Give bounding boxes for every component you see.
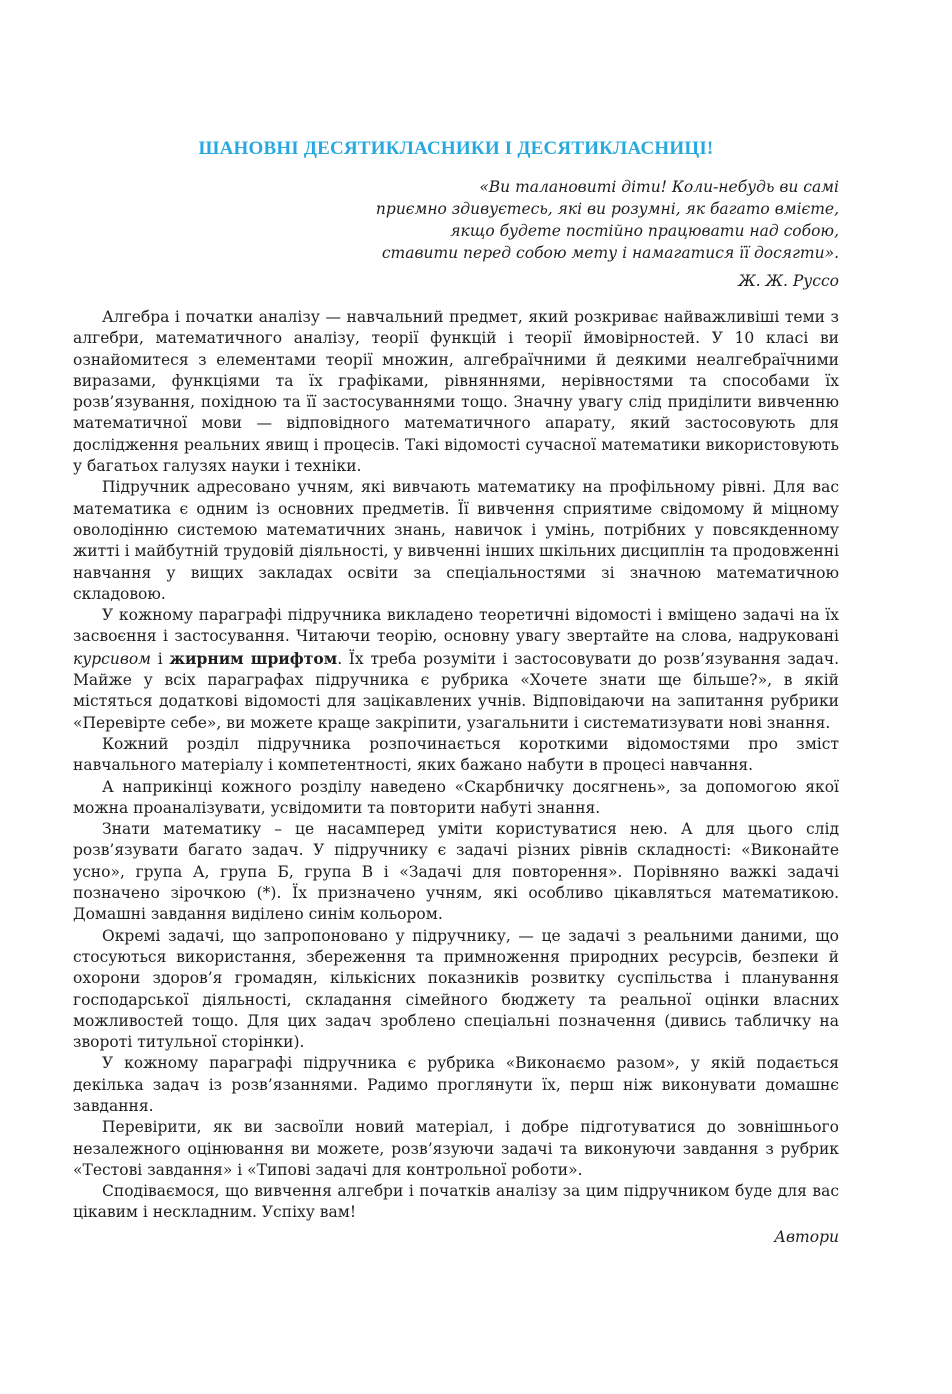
paragraph: Підручник адресовано учням, які вивчають математику на профільному рівні. Для вас математика є одним із основних предметів. Її вивчення сприятиме свідомому й міцному оволодінню системою математичних знань, навичок і умінь, потрібних у повсякденному житті і майбутній трудовій діяльності, у вивченні інших шкільних дисциплін та продовженні навчання у вищих закладах освіти за спеціальностями зі значною математичною складовою.: [73, 478, 839, 603]
paragraph: Сподіваємося, що вивчення алгебри і початків аналізу за цим підручником буде для вас цікавим і нескладним. Успіху вам!: [73, 1182, 839, 1222]
page: [73, 128, 839, 1246]
italic-emphasis: курсивом: [73, 649, 152, 668]
paragraph: Перевірити, як ви засвоїли новий матеріал, і добре підготуватися до зовнішнього незалежного оцінювання ви можете, розв’язуючи задачі та виконуючи завдання з рубрик «Тестові завдання» і «Типові задачі для контрольної роботи».: [73, 1118, 839, 1179]
page-title: ШАНОВНІ ДЕСЯТИКЛАСНИКИ І ДЕСЯТИКЛАСНИЦІ!: [198, 138, 714, 159]
epigraph-author: Ж. Ж. Руссо: [738, 272, 839, 290]
paragraph: А наприкінці кожного розділу наведено «Скарбничку досягнень», за допомогою якої можна проаналізувати, усвідомити та повторити набуті знання.: [73, 777, 839, 817]
epigraph-line: «Ви талановиті діти! Коли-небудь ви самі: [479, 178, 839, 196]
bold-emphasis: жирним шрифтом: [169, 648, 338, 668]
body-text: [73, 307, 839, 1224]
paragraph-text: і: [151, 649, 170, 668]
paragraph: [73, 605, 839, 734]
epigraph: [73, 176, 839, 292]
paragraph-text: . Їх треба розуміти і застосовувати до розв’язування задач. Майже у всіх параграфах підручника є рубрика «Хочете знати ще більше?», в якій містяться додаткові відомості для зацікавлених учнів. Відповідаючи на запитання рубрики «Перевірте себе», ви можете краще закріпити, узагальнити і систематизувати нові знання.: [73, 649, 839, 732]
epigraph-line: якщо будете постійно працювати над собою,: [450, 222, 839, 240]
signature: Автори: [774, 1227, 839, 1246]
epigraph-line: приємно здивуєтесь, які ви розумні, як багато вмієте,: [375, 200, 839, 218]
paragraph: Окремі задачі, що запропоновано у підручнику, — це задачі з реальними даними, що стосуються використання, збереження та примноження природних ресурсів, безпеки й охорони здоров’я громадян, кількісних показників розвитку суспільства і планування господарської діяльності, складання сімейного бюджету та реальної оцінки власних можливостей тощо. Для цих задач зроблено спеціальні позначення (дивись табличку на звороті титульної сторінки).: [73, 926, 839, 1052]
paragraph: У кожному параграфі підручника є рубрика «Виконаємо разом», у якій подається декілька задач із розв’язаннями. Радимо проглянути їх, перш ніж виконувати домашнє завдання.: [73, 1054, 839, 1115]
epigraph-line: ставити перед собою мету і намагатися її досягти».: [381, 244, 839, 262]
paragraph-text: У кожному параграфі підручника викладено теоретичні відомості і вміщено задачі на їх засвоєння і застосування. Читаючи теорію, основну увагу звертайте на слова, надруковані: [73, 606, 839, 646]
paragraph: Кожний розділ підручника розпочинається короткими відомостями про зміст навчального матеріалу і компетентності, яких бажано набути в процесі навчання.: [73, 734, 839, 775]
paragraph: Знати математику – це насамперед уміти користуватися нею. А для цього слід розв’язувати багато задач. У підручнику є задачі різних рівнів складності: «Виконайте усно», група А, група Б, група В і «Задачі для повторення». Порівняно важкі задачі позначено зірочкою (*). Їх призначено учням, які особливо цікавляться математикою. Домашні завдання виділено синім кольором.: [73, 820, 839, 924]
paragraph: Алгебра і початки аналізу — навчальний предмет, який розкриває найважливіші теми з алгебри, математичного аналізу, теорії функцій і теорії ймовірностей. У 10 класі ви ознайомитеся з елементами теорії множин, алгебраїчними й деякими неалгебраїчними виразами, функціями та їх графіками, рівняннями, нерівностями та способами їх розв’язування, похідною та її застосуваннями тощо. Значну увагу слід приділити вивченню математичної мови — відповідного математичного апарату, який застосовують для дослідження реальних явищ і процесів. Такі відомості сучасної математики використовують у багатьох галузях науки і техніки.: [73, 308, 839, 476]
